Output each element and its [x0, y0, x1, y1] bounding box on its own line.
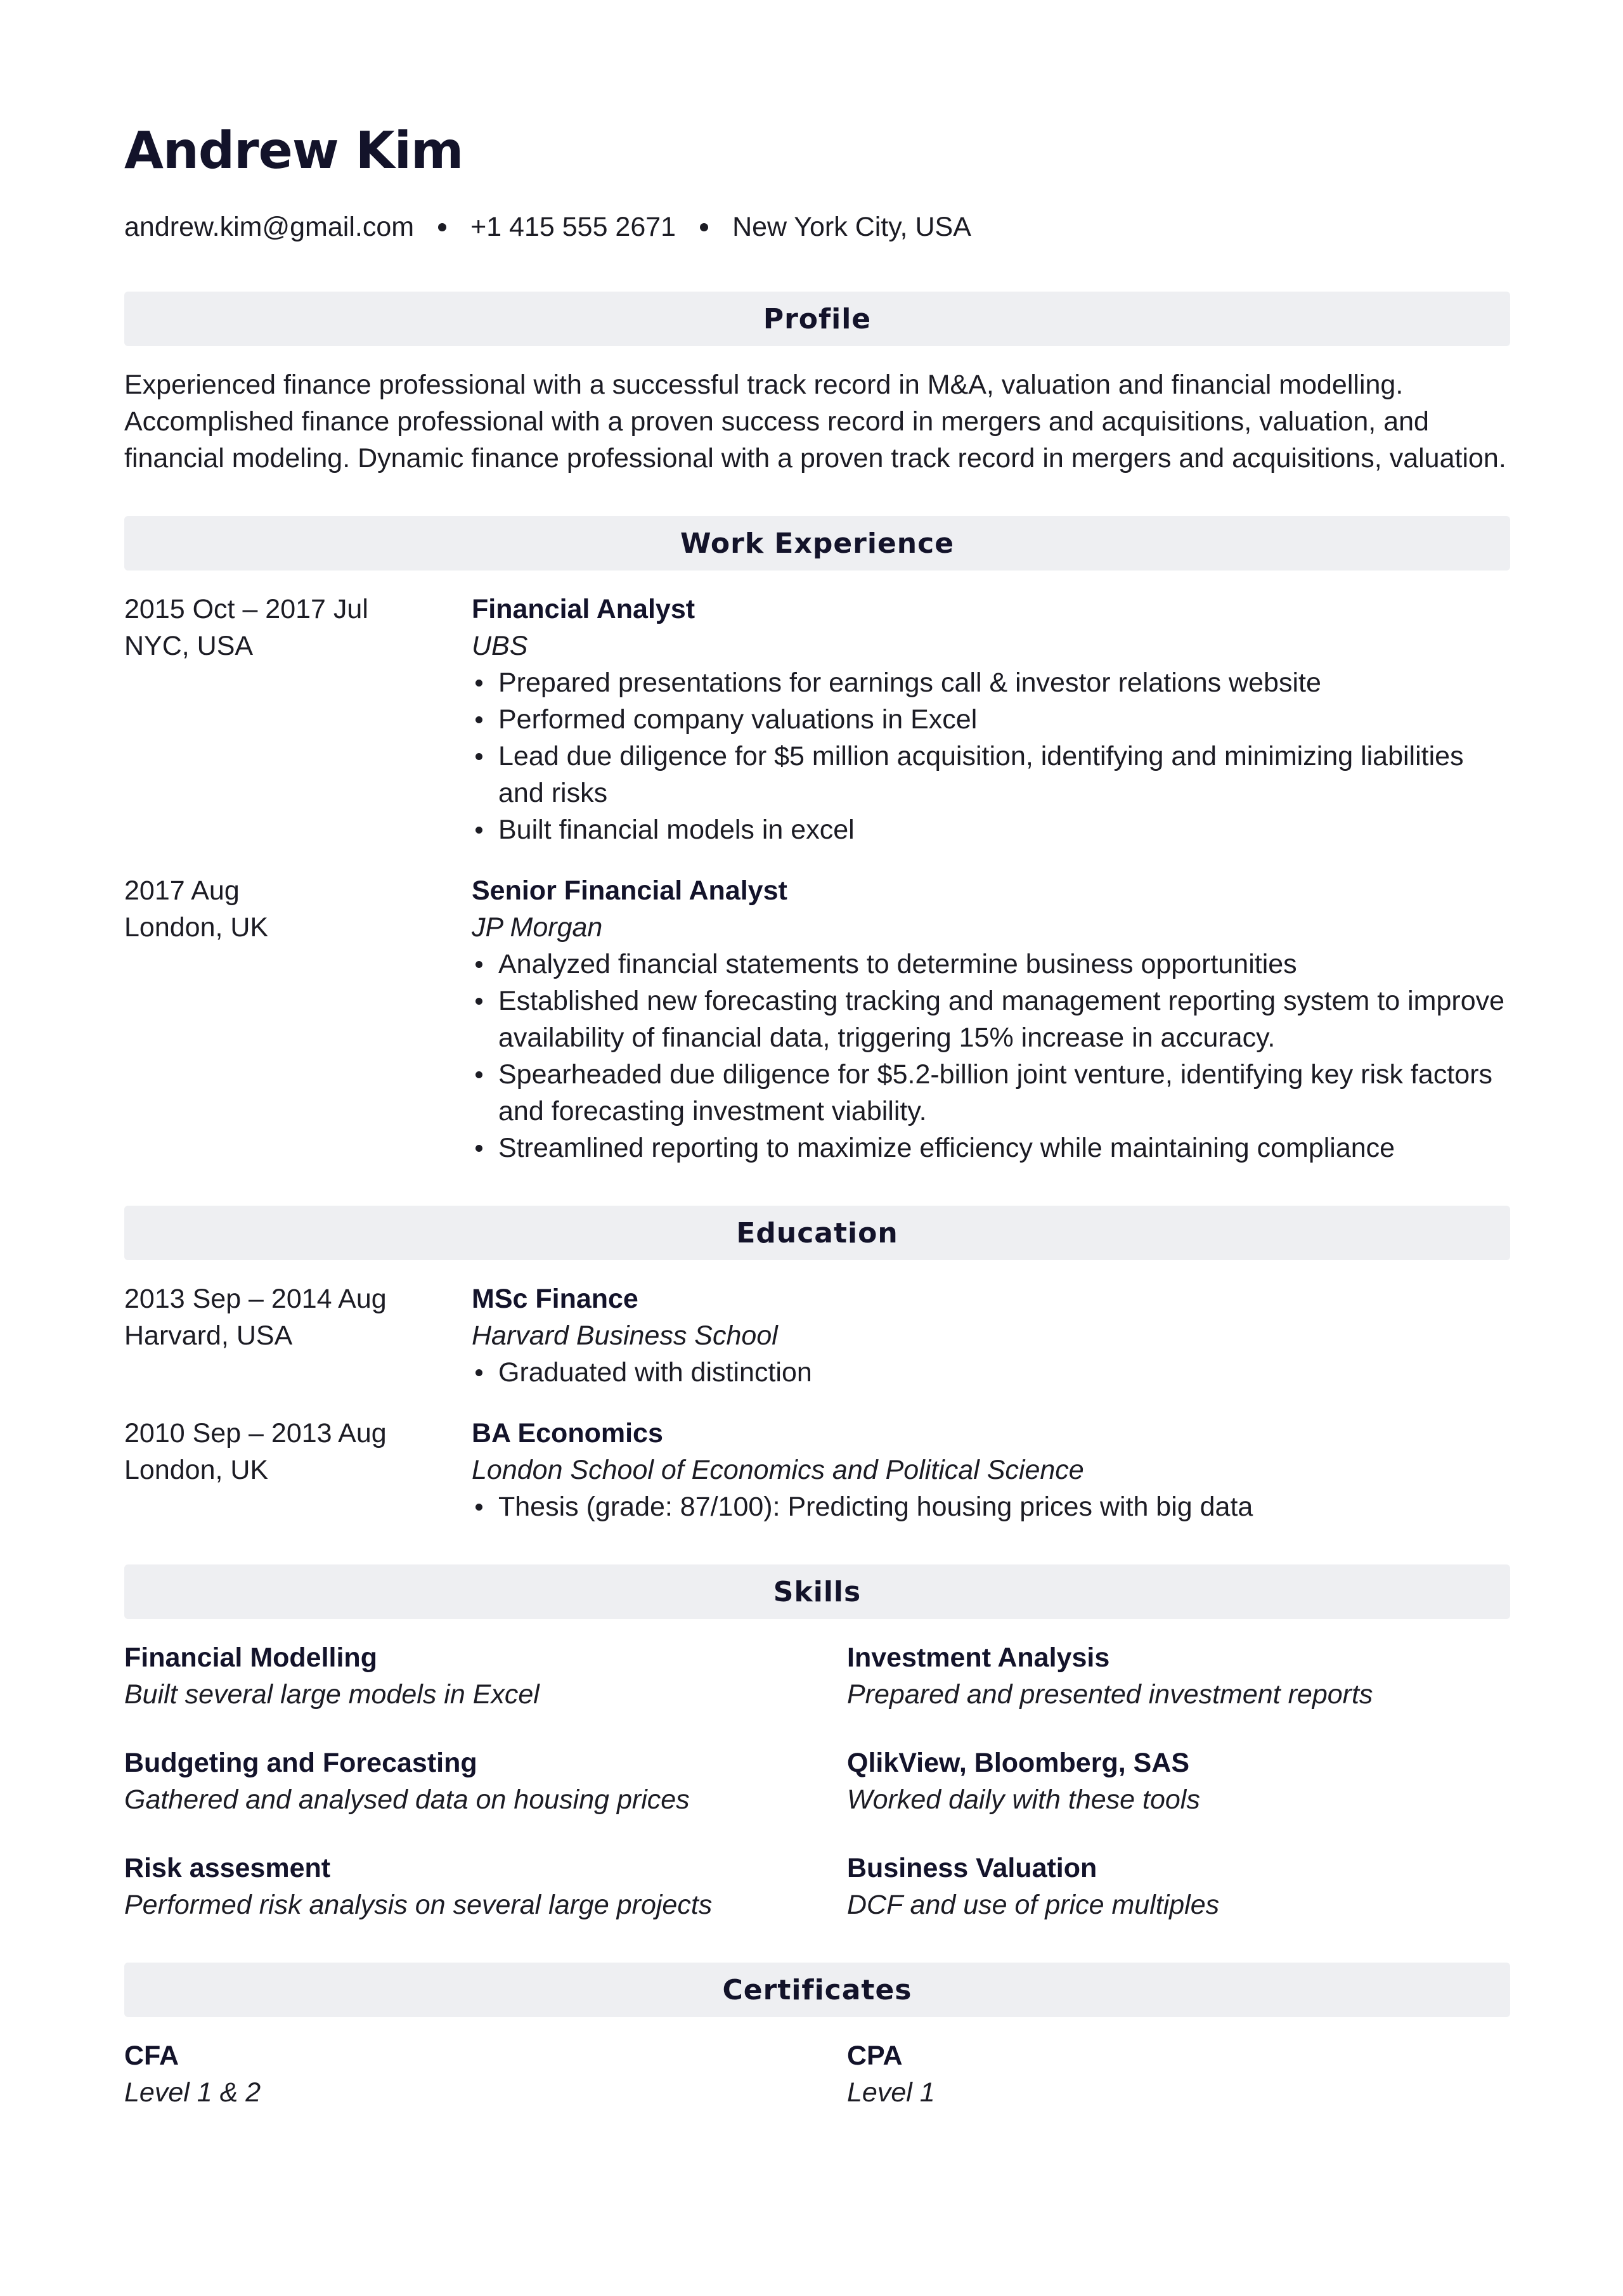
entry-bullets — [472, 946, 1510, 1166]
work-entry — [124, 872, 1510, 1166]
certificates-section — [124, 2037, 1510, 2111]
skill-item — [124, 1745, 847, 1818]
entry-place: London, UK — [124, 912, 269, 943]
entry-organization: Harvard Business School — [472, 1320, 778, 1351]
certificate-title: CFA — [124, 2041, 179, 2071]
work-section — [124, 591, 1510, 1166]
entry-meta — [124, 872, 472, 1166]
section-heading-work: Work Experience — [124, 516, 1510, 571]
entry-title: MSc Finance — [472, 1284, 638, 1314]
entry-bullets — [472, 1488, 1510, 1525]
contact-line — [124, 209, 1510, 245]
bullet-item: Lead due diligence for $5 million acquisition, identifying and minimizing liabilities and risks — [472, 738, 1510, 811]
entry-organization: London School of Economics and Political Science — [472, 1455, 1084, 1485]
bullet-item: Graduated with distinction — [472, 1354, 1510, 1391]
entry-dates: 2015 Oct – 2017 Jul — [124, 594, 368, 624]
contact-email: andrew.kim@gmail.com — [124, 212, 415, 242]
entry-dates: 2017 Aug — [124, 875, 240, 906]
entry-details — [472, 1280, 1510, 1391]
entry-details — [472, 1415, 1510, 1525]
entry-bullets — [472, 664, 1510, 848]
entry-details — [472, 872, 1510, 1166]
skill-item — [847, 1745, 1510, 1818]
skill-title: Budgeting and Forecasting — [124, 1748, 477, 1778]
bullet-item: Streamlined reporting to maximize efficiency while maintaining compliance — [472, 1130, 1510, 1166]
bullet-item: Performed company valuations in Excel — [472, 701, 1510, 738]
section-heading-certificates: Certificates — [124, 1963, 1510, 2017]
entry-title: BA Economics — [472, 1418, 663, 1448]
certificate-item — [124, 2037, 847, 2111]
skill-item — [847, 1850, 1510, 1923]
entry-meta — [124, 1415, 472, 1525]
education-section — [124, 1280, 1510, 1525]
skill-title: Risk assesment — [124, 1853, 331, 1883]
skill-description: Worked daily with these tools — [847, 1784, 1200, 1815]
education-entry — [124, 1280, 1510, 1391]
work-entry — [124, 591, 1510, 848]
skill-item — [124, 1850, 847, 1923]
certificate-title: CPA — [847, 2041, 903, 2071]
bullet-item: Analyzed financial statements to determine business opportunities — [472, 946, 1510, 983]
separator-dot-icon — [438, 223, 446, 231]
entry-title: Senior Financial Analyst — [472, 875, 787, 906]
skill-title: Financial Modelling — [124, 1642, 377, 1673]
entry-meta — [124, 591, 472, 848]
entry-title: Financial Analyst — [472, 594, 695, 624]
entry-dates: 2010 Sep – 2013 Aug — [124, 1418, 387, 1448]
entry-bullets — [472, 1354, 1510, 1391]
skill-description: Gathered and analysed data on housing prices — [124, 1784, 690, 1815]
certificate-description: Level 1 — [847, 2077, 935, 2108]
contact-phone: +1 415 555 2671 — [470, 212, 676, 242]
certificate-description: Level 1 & 2 — [124, 2077, 261, 2108]
entry-dates: 2013 Sep – 2014 Aug — [124, 1284, 387, 1314]
section-heading-skills: Skills — [124, 1564, 1510, 1619]
bullet-item: Thesis (grade: 87/100): Predicting housing prices with big data — [472, 1488, 1510, 1525]
skill-description: DCF and use of price multiples — [847, 1890, 1220, 1920]
entry-organization: UBS — [472, 631, 528, 661]
skill-item — [847, 1639, 1510, 1713]
bullet-item: Prepared presentations for earnings call & investor relations website — [472, 664, 1510, 701]
skills-section — [124, 1639, 1510, 1923]
entry-place: London, UK — [124, 1455, 269, 1485]
skill-item — [124, 1639, 847, 1713]
bullet-item: Established new forecasting tracking and management reporting system to improve availability of financial data, triggering 15% increase in accuracy. — [472, 983, 1510, 1056]
bullet-item: Built financial models in excel — [472, 811, 1510, 848]
section-heading-profile: Profile — [124, 292, 1510, 346]
contact-location: New York City, USA — [732, 212, 971, 242]
skill-description: Built several large models in Excel — [124, 1679, 540, 1710]
entry-organization: JP Morgan — [472, 912, 603, 943]
profile-text: Experienced finance professional with a successful track record in M&A, valuation and financial modelling. Accomplished finance professional with a proven success record in mergers and acquisitions, valuation, and financial modeling. Dynamic finance professional with a proven track record in mergers and acquisitions, valuation. — [124, 370, 1506, 474]
profile-section — [124, 366, 1510, 477]
separator-dot-icon — [700, 223, 708, 231]
skill-title: QlikView, Bloomberg, SAS — [847, 1748, 1190, 1778]
candidate-name: Andrew Kim — [124, 121, 463, 180]
entry-meta — [124, 1280, 472, 1391]
skill-title: Investment Analysis — [847, 1642, 1110, 1673]
entry-place: NYC, USA — [124, 631, 254, 661]
certificate-item — [847, 2037, 1510, 2111]
skill-description: Prepared and presented investment reports — [847, 1679, 1373, 1710]
bullet-item: Spearheaded due diligence for $5.2-billion joint venture, identifying key risk factors and forecasting investment viability. — [472, 1056, 1510, 1130]
skill-description: Performed risk analysis on several large projects — [124, 1890, 713, 1920]
section-heading-education: Education — [124, 1206, 1510, 1260]
entry-place: Harvard, USA — [124, 1320, 293, 1351]
education-entry — [124, 1415, 1510, 1525]
entry-details — [472, 591, 1510, 848]
skill-title: Business Valuation — [847, 1853, 1097, 1883]
